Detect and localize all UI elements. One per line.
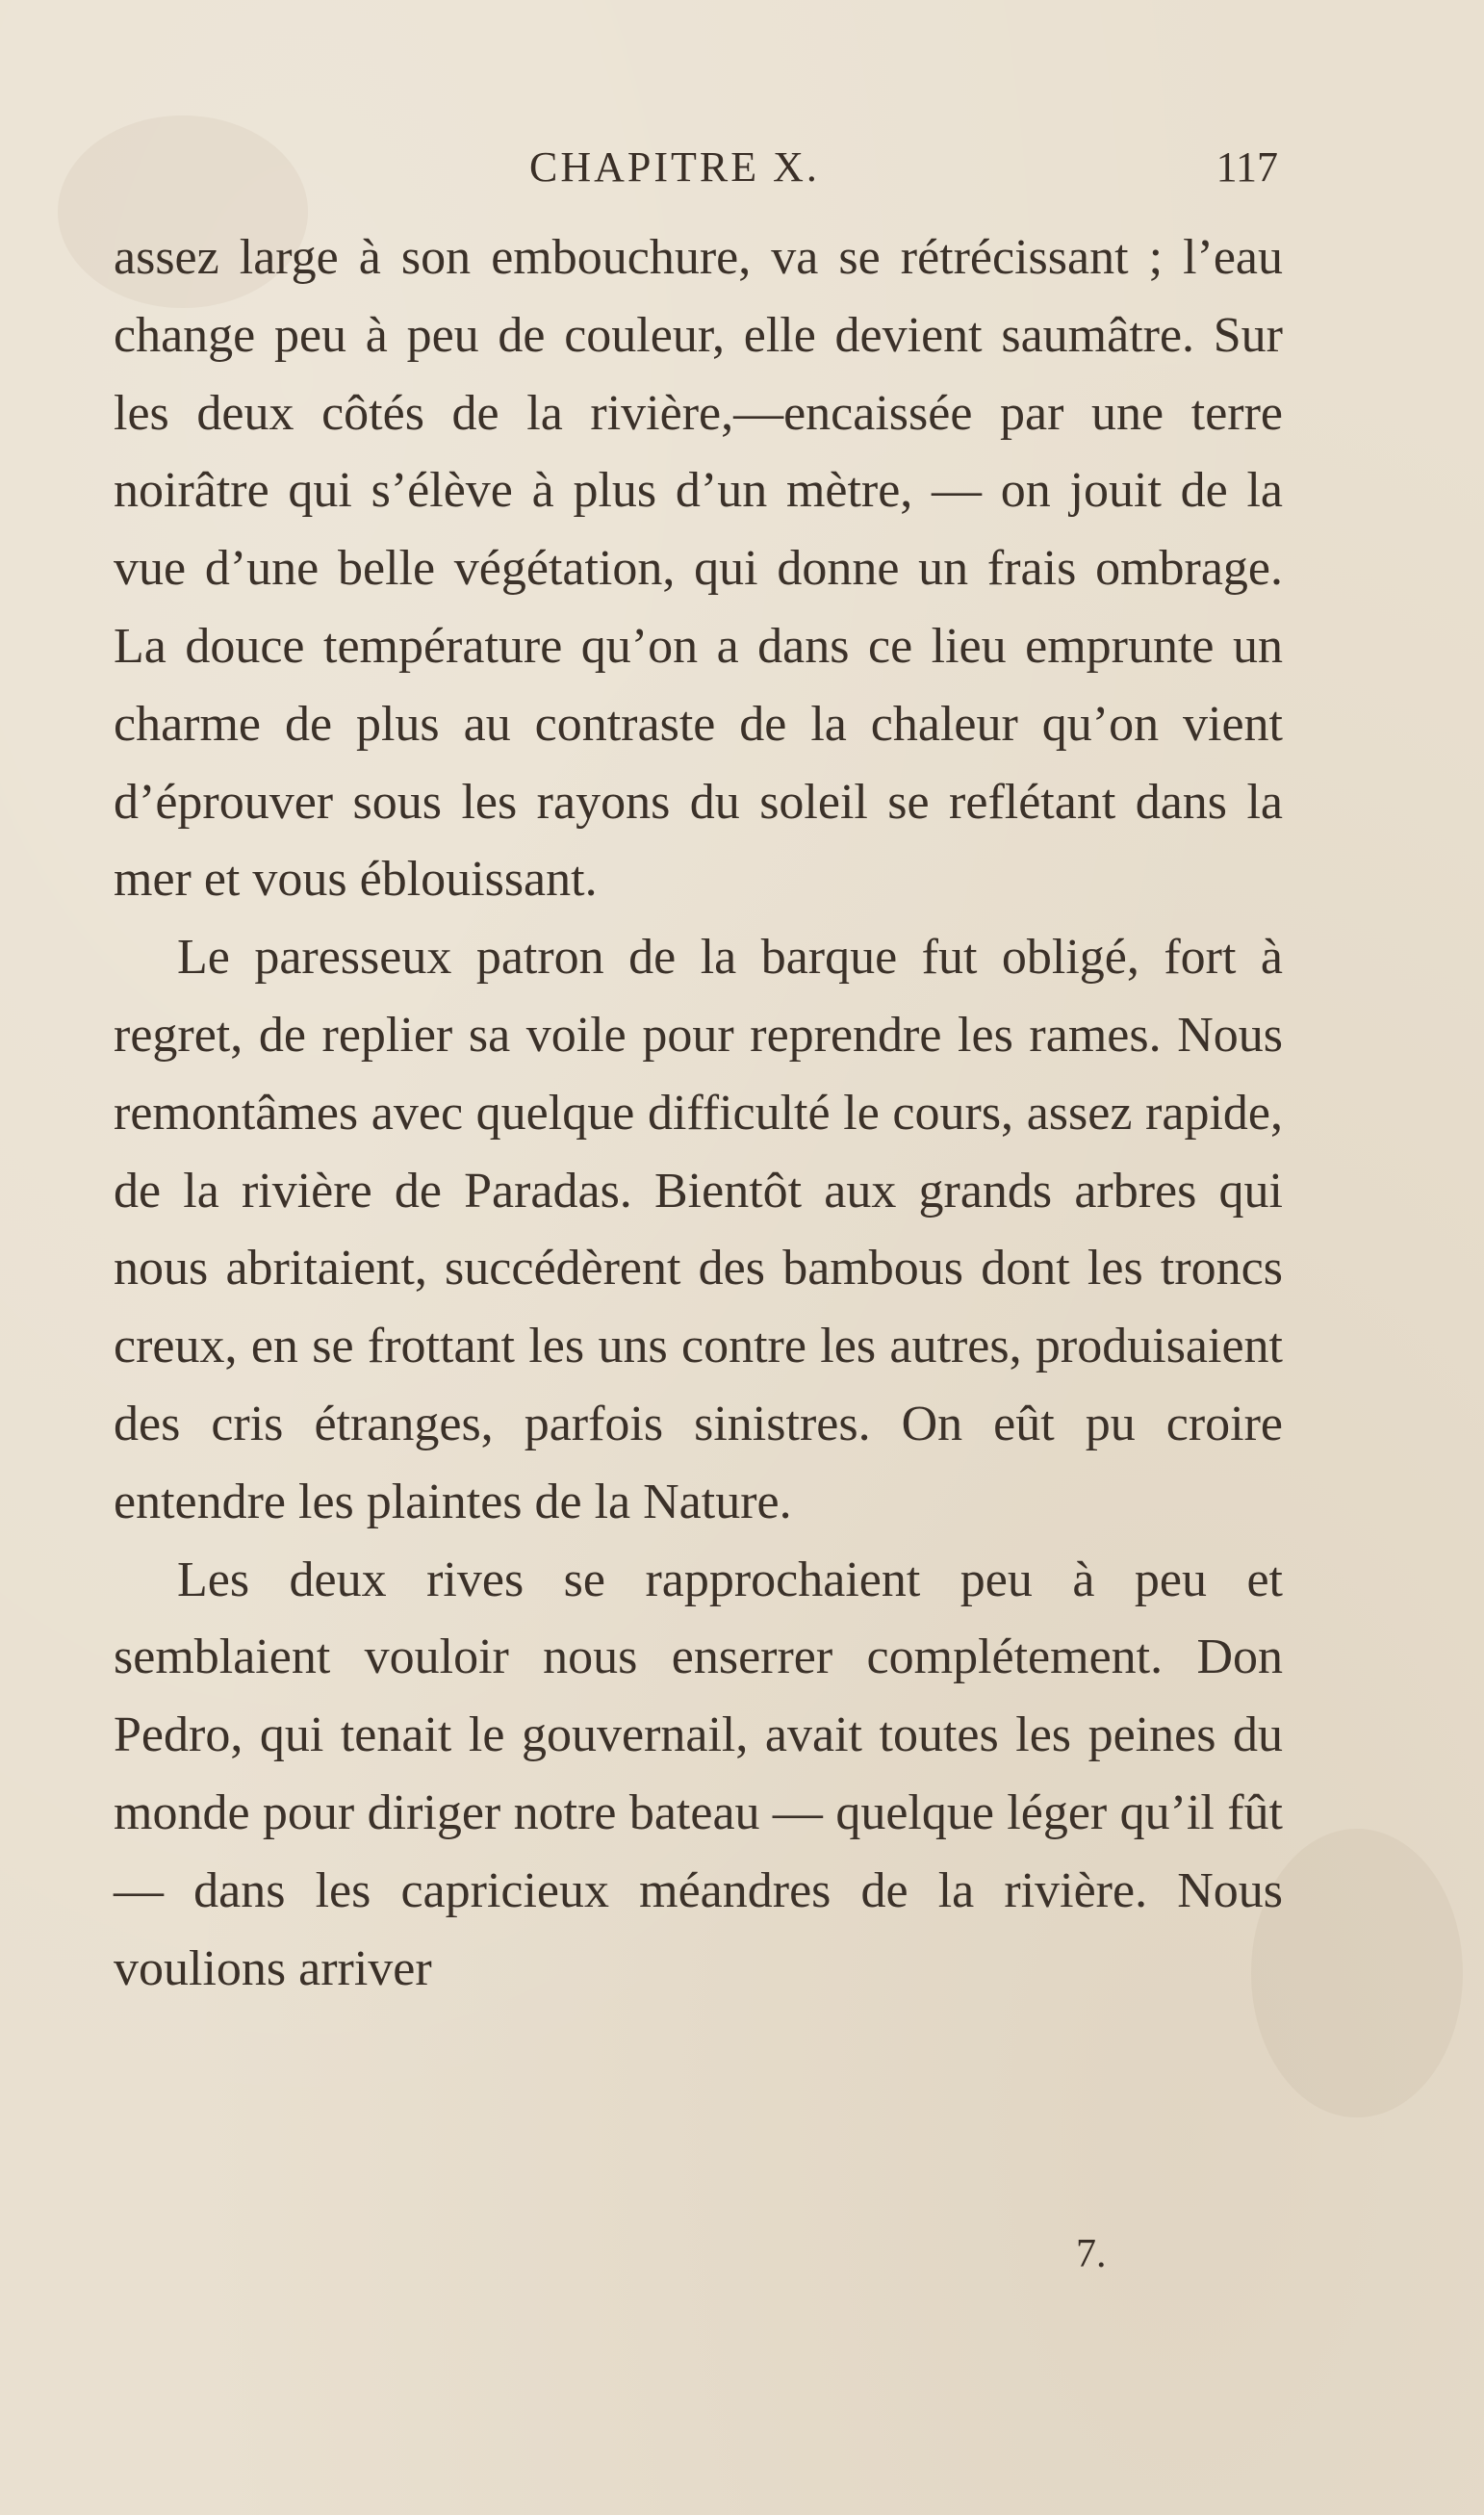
paper-stain: [1251, 1829, 1463, 2117]
paragraph-1: assez large à son embouchure, va se rétrécissant ; l’eau change peu à peu de couleur, elle devient saumâtre. Sur les deux côtés de la rivière,—encaissée par une terre noirâtre qui s’élève à plus d’un mètre, — on jouit de la vue d’une belle végétation, qui donne un frais ombrage. La douce température qu’on a dans ce lieu emprunte un charme de plus au contraste de la chaleur qu’on vient d’éprouver sous les rayons du soleil se reflétant dans la mer et vous éblouissant.: [114, 230, 1283, 908]
paragraph-2: Le paresseux patron de la barque fut obligé, fort à regret, de replier sa voile pour reprendre les rames. Nous remontâmes avec quelque difficulté le cours, assez rapide, de la rivière de Paradas. Bientôt aux grands arbres qui nous abritaient, succédèrent des bambous dont les troncs creux, en se frottant les uns contre les autres, produisaient des cris étranges, parfois sinistres. On eût pu croire entendre les plaintes de la Nature.: [114, 930, 1283, 1529]
body-text: [114, 219, 1283, 2008]
paragraph-3: Les deux rives se rapprochaient peu à peu et semblaient vouloir nous enserrer complétement. Don Pedro, qui tenait le gouvernail, avait toutes les peines du monde pour diriger notre bateau — quelque léger qu’il fût — dans les capricieux méandres de la rivière. Nous voulions arriver: [114, 1552, 1283, 1996]
page-number: 117: [1215, 143, 1278, 191]
running-title: CHAPITRE X.: [529, 143, 820, 191]
signature-mark: 7.: [1076, 2232, 1107, 2276]
page-header: [114, 142, 1278, 210]
